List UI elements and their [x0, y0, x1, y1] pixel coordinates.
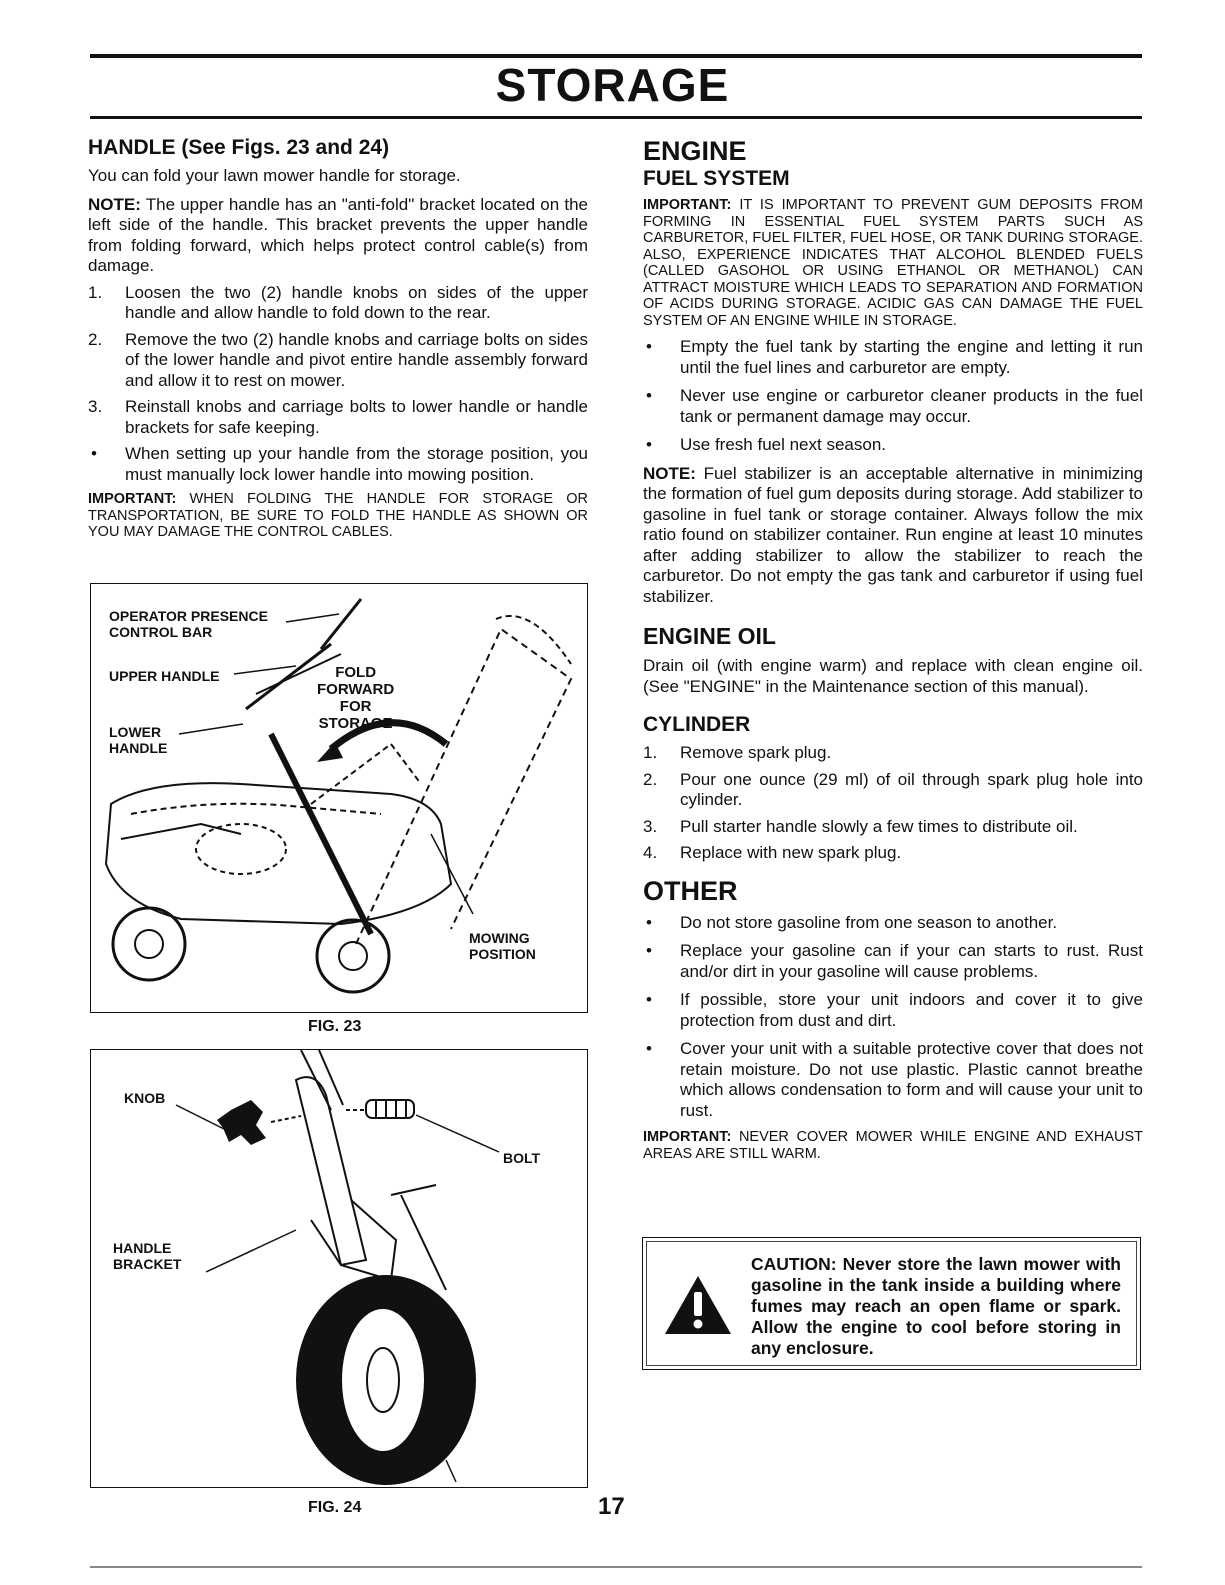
label-fold-forward: FOLD FORWARD FOR STORAGE [317, 664, 395, 732]
list-item: 2. Remove the two (2) handle knobs and carriage bolts on sides of the lower handle and pivot entire handle assembly forward and allow it to rest on mower. [88, 329, 588, 390]
caution-box [642, 1237, 1141, 1370]
label-knob: KNOB [124, 1090, 166, 1106]
handle-note [88, 195, 588, 277]
handle-heading: HANDLE (See Figs. 23 and 24) [88, 136, 390, 159]
engine-oil-text: Drain oil (with engine warm) and replace with clean engine oil. (See "ENGINE" in the Maintenance section of this manual). [643, 656, 1143, 696]
caution-text: CAUTION: Never store the lawn mower with gasoline in the tank inside a building where fumes may reach an open flame or spark. Allow the engine to cool before storing in any enclosure. [751, 1254, 1121, 1358]
left-column [88, 136, 588, 541]
label-operator-presence: OPERATOR PRESENCE CONTROL BAR [109, 608, 268, 640]
list-item: • Empty the fuel tank by starting the engine and letting it run until the fuel lines and carburetor are empty. [646, 337, 1143, 377]
fuel-note: NOTE: Fuel stabilizer is an acceptable alternative in minimizing the formation of fuel gum deposits during storage. Add stabilizer to gasoline in fuel tank or storage container. Always follow the mix ratio found on stabilizer container. Run engine at least 10 minutes after adding stabilizer to allow the stabilizer to reach the carburetor. Do not empty the gas tank and carburetor if using fuel stabilizer. [643, 463, 1143, 606]
title-rule [90, 116, 1142, 119]
list-item: 4. Replace with new spark plug. [643, 843, 902, 862]
list-item: • Never use engine or carburetor cleaner products in the fuel tank or permanent damage may occur. [646, 386, 1143, 426]
list-item: 1. Remove spark plug. [643, 743, 832, 762]
note-text: The upper handle has an "anti-fold" bracket located on the left side of the handle. This bracket prevents the upper handle from folding forward, which helps protect control cable(s) from damage. [88, 194, 588, 275]
page-title: STORAGE [495, 59, 730, 111]
list-item: • Cover your unit with a suitable protective cover that does not retain moisture. Do not use plastic. Plastic cannot breathe which allows condensation to form and will cause your unit to rust. [646, 1039, 1143, 1120]
list-item: 1. Loosen the two (2) handle knobs on sides of the upper handle and allow handle to fold down to the rear. [88, 282, 588, 322]
label-upper-handle: UPPER HANDLE [109, 668, 220, 684]
handle-intro: You can fold your lawn mower handle for storage. [88, 166, 461, 185]
bottom-rule [90, 1566, 1142, 1568]
list-item: 2. Pour one ounce (29 ml) of oil through spark plug hole into cylinder. [643, 769, 1143, 809]
important-label: IMPORTANT: [88, 491, 177, 507]
fuel-system-heading: FUEL SYSTEM [643, 167, 790, 190]
note-label: NOTE: [88, 194, 141, 214]
label-bolt: BOLT [503, 1150, 541, 1166]
warning-triangle-icon [663, 1274, 733, 1336]
other-bullets [643, 913, 1143, 1122]
list-item: • When setting up your handle from the storage position, you must manually lock lower handle into mowing position. [91, 444, 588, 484]
list-item: • Use fresh fuel next season. [646, 435, 887, 454]
fig23-caption: FIG. 23 [308, 1018, 362, 1035]
label-handle-bracket: HANDLE BRACKET [113, 1240, 182, 1272]
handle-steps [88, 283, 588, 486]
handle-important [88, 491, 588, 541]
list-item: • If possible, store your unit indoors and cover it to give protection from dust and dirt. [646, 990, 1143, 1030]
figure-24 [90, 1049, 588, 1488]
fig24-caption: FIG. 24 [308, 1499, 362, 1516]
list-item: • Replace your gasoline can if your can starts to rust. Rust and/or dirt in your gasoline will cause problems. [646, 941, 1143, 981]
fuel-important: IMPORTANT: IT IS IMPORTANT TO PREVENT GUM DEPOSITS FROM FORMING IN ESSENTIAL FUEL SYSTEM PARTS SUCH AS CARBURETOR, FUEL FILTER, FUEL HOSE, OR TANK DURING STORAGE. ALSO, EXPERIENCE INDICATES THAT ALCOHOL BLENDED FUELS (CALLED GASOHOL OR USING ETHANOL OR METHANOL) CAN ATTRACT MOISTURE WHICH LEADS TO SEPARATION AND FORMATION OF ACIDS DURING STORAGE. ACIDIC GAS CAN DAMAGE THE FUEL SYSTEM OF AN ENGINE WHILE IN STORAGE. [643, 197, 1143, 329]
label-mowing-position: MOWING POSITION [469, 930, 536, 962]
figure-23 [90, 583, 588, 1013]
label-lower-handle: LOWER HANDLE [109, 724, 168, 756]
list-item: • Do not store gasoline from one season to another. [646, 912, 1058, 932]
other-heading: OTHER [643, 875, 738, 906]
engine-oil-heading: ENGINE OIL [643, 623, 776, 649]
right-column [643, 136, 1143, 1162]
list-item: 3. Pull starter handle slowly a few times to distribute oil. [643, 816, 1078, 836]
cylinder-heading: CYLINDER [643, 713, 751, 736]
engine-heading: ENGINE [643, 136, 747, 166]
page-number: 17 [598, 1493, 625, 1520]
cylinder-steps [643, 743, 1143, 864]
other-important: IMPORTANT: NEVER COVER MOWER WHILE ENGINE AND EXHAUST AREAS ARE STILL WARM. [643, 1129, 1143, 1162]
fuel-bullets [643, 337, 1143, 456]
important-text: WHEN FOLDING THE HANDLE FOR STORAGE OR TRANSPORTATION, BE SURE TO FOLD THE HANDLE AS SHOWN OR YOU MAY DAMAGE THE CONTROL CABLES. [88, 491, 589, 540]
list-item: 3. Reinstall knobs and carriage bolts to lower handle or handle brackets for safe keeping. [88, 397, 588, 437]
